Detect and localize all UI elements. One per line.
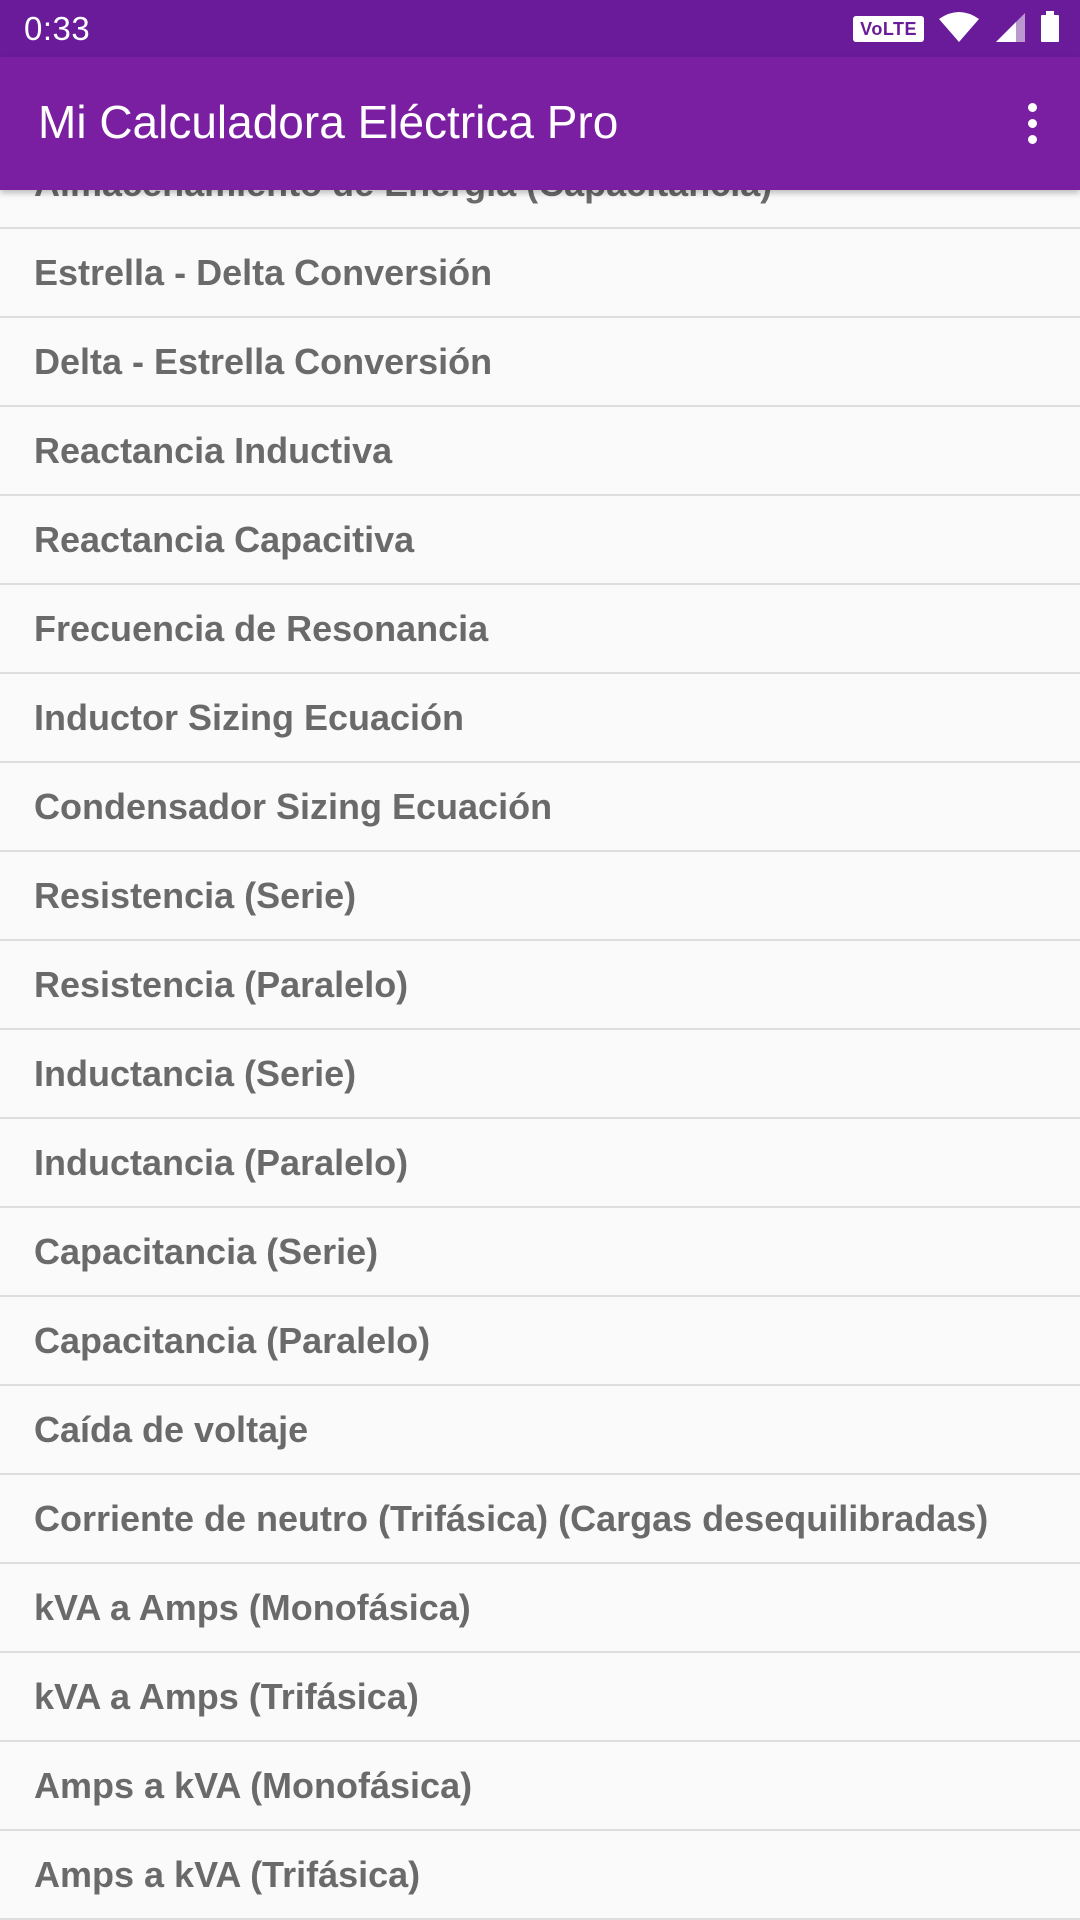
list-item[interactable] <box>0 1564 1080 1653</box>
list-item-label: Reactancia Inductiva <box>34 429 393 471</box>
list-item[interactable] <box>0 496 1080 585</box>
list-item-label: kVA a Amps (Monofásica) <box>34 1586 471 1628</box>
status-icons <box>853 12 1060 46</box>
list-item-label: Frecuencia de Resonancia <box>34 607 489 649</box>
app-bar <box>0 57 1080 190</box>
volte-icon: VoLTE <box>853 16 924 42</box>
list-item-label: Inductancia (Paralelo) <box>34 1141 409 1183</box>
calculator-list[interactable] <box>0 140 1080 1920</box>
more-vert-icon <box>1028 103 1037 112</box>
status-bar <box>0 0 1080 57</box>
list-item-label: Delta - Estrella Conversión <box>34 340 493 382</box>
list-item-label: Inductor Sizing Ecuación <box>34 696 465 738</box>
list-item[interactable] <box>0 229 1080 318</box>
list-item-label: kVA a Amps (Trifásica) <box>34 1675 419 1717</box>
app-title: Mi Calculadora Eléctrica Pro <box>38 96 619 148</box>
list-item[interactable] <box>0 852 1080 941</box>
list-item[interactable] <box>0 941 1080 1030</box>
list-item[interactable] <box>0 1386 1080 1475</box>
list-item[interactable] <box>0 407 1080 496</box>
list-item-label: Caída de voltaje <box>34 1408 309 1450</box>
list-item-label: Inductancia (Serie) <box>34 1052 357 1094</box>
list-item-label: Resistencia (Paralelo) <box>34 963 409 1005</box>
status-time: 0:33 <box>24 10 91 47</box>
list-item[interactable] <box>0 763 1080 852</box>
list-item[interactable] <box>0 318 1080 407</box>
list-item-label: Corriente de neutro (Trifásica) (Cargas desequilibradas) <box>34 1497 989 1539</box>
signal-icon <box>994 11 1026 48</box>
list-item[interactable] <box>0 1297 1080 1386</box>
list-item[interactable] <box>0 1208 1080 1297</box>
list-item[interactable] <box>0 585 1080 674</box>
list-item[interactable] <box>0 1475 1080 1564</box>
battery-icon <box>1040 11 1060 48</box>
list-item-label: Resistencia (Serie) <box>34 874 357 916</box>
more-options-button[interactable] <box>1004 83 1060 163</box>
list-item-label: Amps a kVA (Trifásica) <box>34 1853 421 1895</box>
list-item[interactable] <box>0 1831 1080 1920</box>
list-item-label: Capacitancia (Serie) <box>34 1230 379 1272</box>
list-item[interactable] <box>0 1653 1080 1742</box>
list-item-label: Reactancia Capacitiva <box>34 518 415 560</box>
list-item[interactable] <box>0 1742 1080 1831</box>
list-item[interactable] <box>0 1119 1080 1208</box>
list-item-label: Condensador Sizing Ecuación <box>34 785 553 827</box>
list-item[interactable] <box>0 674 1080 763</box>
list-item[interactable] <box>0 1030 1080 1119</box>
list-item-label: Amps a kVA (Monofásica) <box>34 1764 473 1806</box>
wifi-icon <box>938 11 980 48</box>
list-item-label: Capacitancia (Paralelo) <box>34 1319 431 1361</box>
list-item-label: Estrella - Delta Conversión <box>34 251 493 293</box>
